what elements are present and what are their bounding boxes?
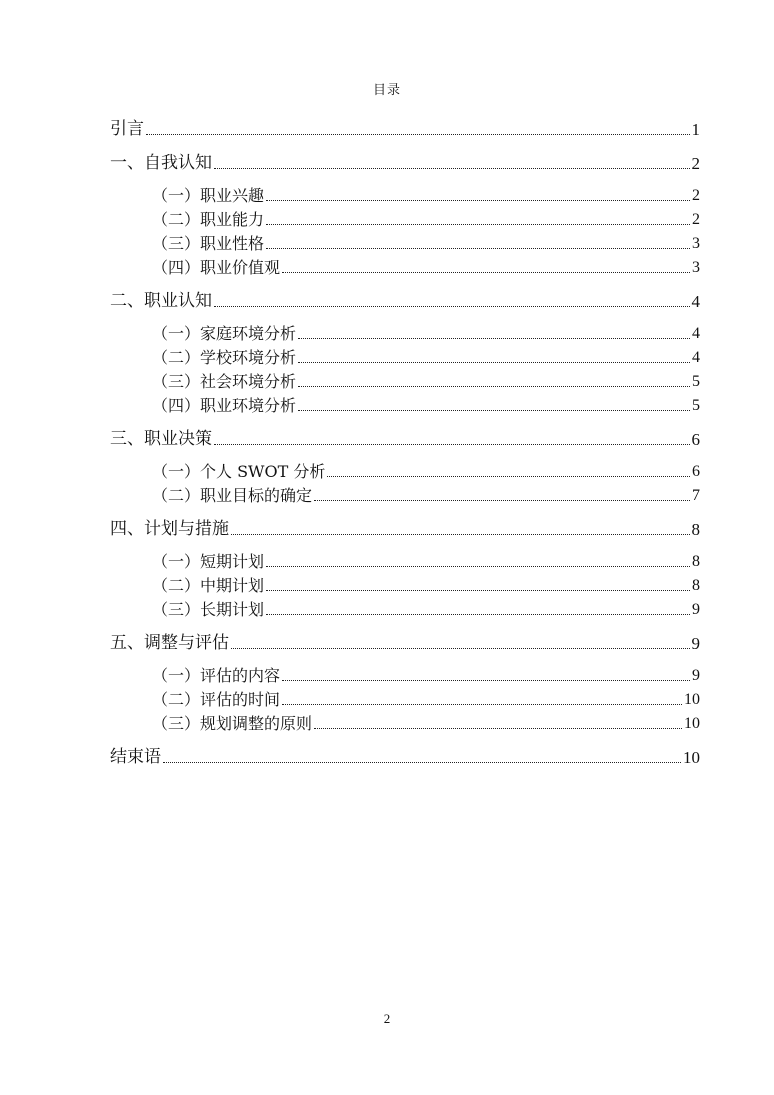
toc-entry-label: （四）职业价值观 [152,258,281,277]
toc-section-entry[interactable] [110,660,700,684]
dot-leader [298,338,690,339]
toc-entry-label: 引言 [110,119,144,139]
toc-entry-page-number: 3 [692,259,700,276]
toc-entry-page-number: 10 [683,748,700,767]
toc-section-entry[interactable] [110,594,700,618]
toc-entry-page-number: 8 [692,577,700,594]
page-title: 目录 [372,83,401,98]
dot-leader [266,224,690,225]
dot-leader [231,534,690,535]
toc-chapter-entry[interactable] [110,626,700,652]
toc-entry-page-number: 5 [692,373,700,390]
toc-entry-page-number: 9 [692,667,700,684]
toc-entry-page-number: 9 [691,634,700,653]
dot-leader [146,134,690,135]
toc-entry-label: 四、计划与措施 [110,519,229,539]
page-number: 2 [383,1011,391,1026]
dot-leader [163,762,681,763]
dot-leader [327,476,690,477]
toc-entry-label: （二）职业能力 [152,210,265,229]
toc-entry-label: 结束语 [110,747,161,767]
toc-section-entry[interactable] [110,252,700,276]
dot-leader [214,168,690,169]
toc-entry-label: （三）规划调整的原则 [152,714,313,733]
toc-entry-label: （一）个人 SWOT 分析 [152,462,326,481]
toc-entry-label: 二、职业认知 [110,291,212,311]
toc-section-entry[interactable] [110,480,700,504]
toc-entry-label: （二）学校环境分析 [152,348,297,367]
toc-entry-page-number: 5 [692,397,700,414]
dot-leader [314,728,682,729]
toc-section-entry[interactable] [110,390,700,414]
toc-entry-label: （二）中期计划 [152,576,265,595]
toc-section-entry[interactable] [110,318,700,342]
table-of-contents [110,112,700,766]
dot-leader [282,704,682,705]
toc-entry-page-number: 4 [692,325,700,342]
toc-chapter-entry[interactable] [110,146,700,172]
toc-chapter-entry[interactable] [110,422,700,448]
toc-section-entry[interactable] [110,546,700,570]
toc-entry-label: （三）社会环境分析 [152,372,297,391]
toc-entry-page-number: 10 [684,715,700,732]
dot-leader [282,272,690,273]
toc-entry-page-number: 10 [684,691,700,708]
toc-chapter-entry[interactable] [110,112,700,138]
dot-leader [266,248,690,249]
toc-entry-label: （三）长期计划 [152,600,265,619]
dot-leader [266,200,690,201]
dot-leader [298,362,690,363]
toc-entry-label: （一）职业兴趣 [152,186,265,205]
toc-section-entry[interactable] [110,684,700,708]
toc-entry-label: 三、职业决策 [110,429,212,449]
toc-entry-page-number: 6 [692,463,700,480]
toc-section-entry[interactable] [110,228,700,252]
dot-leader [231,648,690,649]
toc-entry-page-number: 3 [692,235,700,252]
dot-leader [214,306,690,307]
dot-leader [298,410,690,411]
toc-entry-page-number: 1 [691,120,700,139]
dot-leader [266,590,690,591]
dot-leader [214,444,690,445]
toc-entry-label: 五、调整与评估 [110,633,229,653]
dot-leader [282,680,690,681]
toc-entry-label: （三）职业性格 [152,234,265,253]
dot-leader [314,500,690,501]
toc-section-entry[interactable] [110,456,700,480]
toc-entry-page-number: 2 [691,154,700,173]
dot-leader [266,614,690,615]
dot-leader [266,566,690,567]
toc-entry-label: （四）职业环境分析 [152,396,297,415]
toc-entry-label: （一）短期计划 [152,552,265,571]
toc-entry-label: （二）评估的时间 [152,690,281,709]
toc-section-entry[interactable] [110,366,700,390]
toc-chapter-entry[interactable] [110,740,700,766]
toc-section-entry[interactable] [110,180,700,204]
toc-entry-page-number: 8 [691,520,700,539]
toc-entry-page-number: 2 [692,211,700,228]
toc-section-entry[interactable] [110,570,700,594]
toc-entry-page-number: 2 [692,187,700,204]
toc-entry-label: （二）职业目标的确定 [152,486,313,505]
dot-leader [298,386,690,387]
toc-entry-page-number: 4 [691,292,700,311]
toc-chapter-entry[interactable] [110,512,700,538]
toc-section-entry[interactable] [110,342,700,366]
toc-entry-page-number: 8 [692,553,700,570]
toc-entry-page-number: 6 [691,430,700,449]
toc-entry-label: （一）家庭环境分析 [152,324,297,343]
toc-entry-label: （一）评估的内容 [152,666,281,685]
toc-section-entry[interactable] [110,708,700,732]
toc-entry-page-number: 4 [692,349,700,366]
toc-entry-page-number: 7 [692,487,700,504]
toc-entry-label: 一、自我认知 [110,153,212,173]
toc-chapter-entry[interactable] [110,284,700,310]
toc-entry-page-number: 9 [692,601,700,618]
toc-section-entry[interactable] [110,204,700,228]
